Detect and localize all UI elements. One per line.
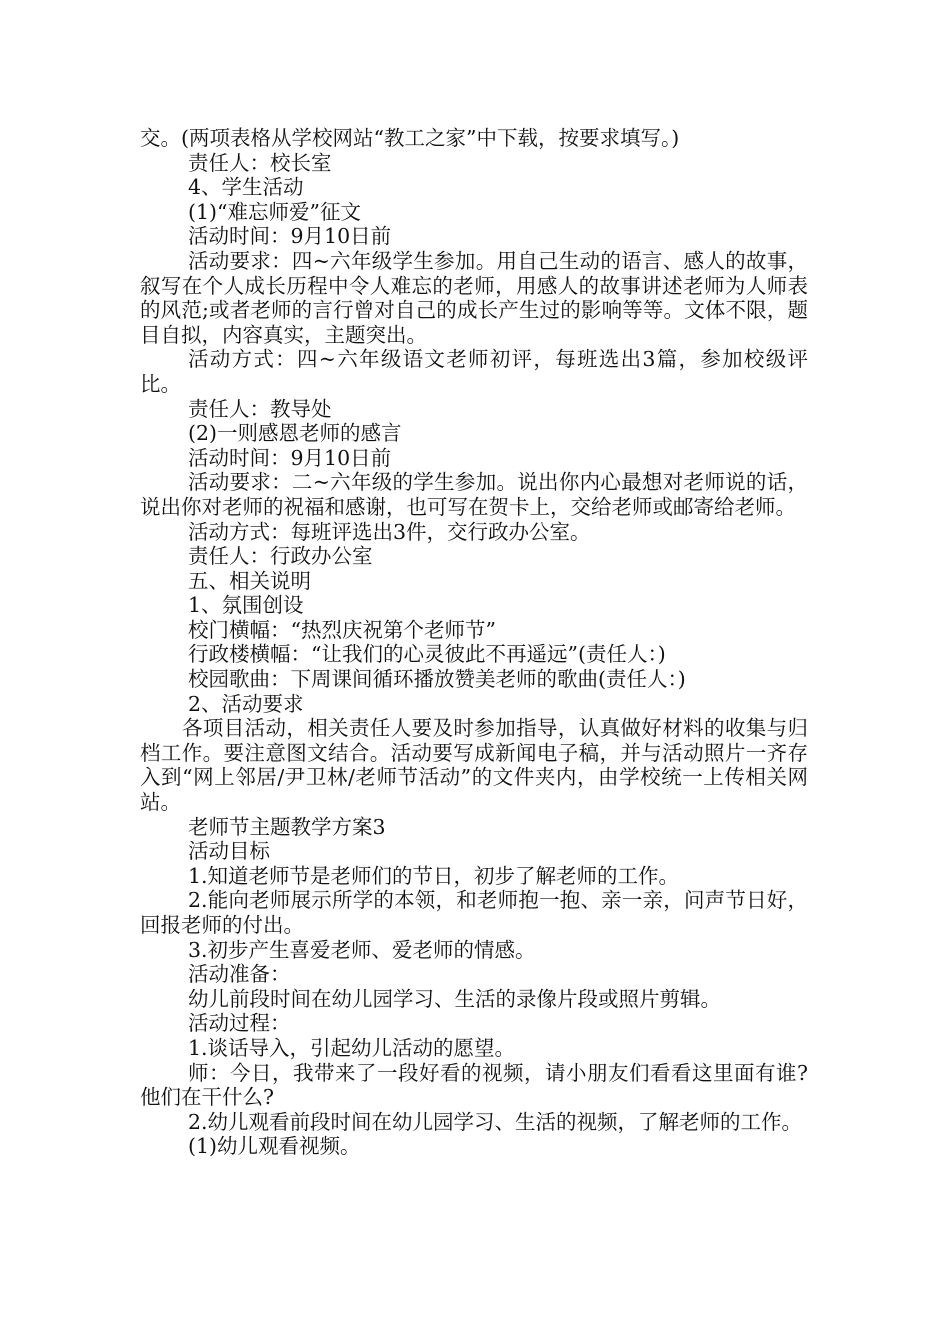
paragraph: 活动时间：9月10日前 <box>188 445 392 470</box>
paragraph: 师：今日，我带来了一段好看的视频，请小朋友们看看这里面有谁?他们在干什么? <box>140 1060 808 1110</box>
list-item: (1)幼儿观看视频。 <box>188 1134 361 1159</box>
section-heading: 活动目标 <box>188 839 270 864</box>
paragraph: 活动要求：二~六年级的学生参加。说出你内心最想对老师说的话，说出你对老师的祝福和感谢，也可写在贺卡上，交给老师或邮寄给老师。 <box>140 470 808 519</box>
section-heading: 活动过程： <box>188 1011 291 1036</box>
paragraph: 责任人：行政办公室 <box>188 544 373 569</box>
paragraph: 交。(两项表格从学校网站“教工之家”中下载，按要求填写。) <box>140 126 680 150</box>
subsection-heading: 2、活动要求 <box>188 691 304 716</box>
paragraph: 各项目活动，相关责任人要及时参加指导，认真做好材料的收集与归档工作。要注意图文结合。活动要写成新闻电子稿，并与活动照片一齐存入到“网上邻居/尹卫林/老师节活动”的文件夹内，由学校统一上传相关网站。 <box>140 716 808 815</box>
section-heading: 活动准备： <box>188 962 291 987</box>
list-item: 1.知道老师节是老师们的节日，初步了解老师的工作。 <box>188 863 680 888</box>
list-item: 2.幼儿观看前段时间在幼儿园学习、生活的视频，了解老师的工作。 <box>188 1109 803 1134</box>
list-item: 1.谈话导入，引起幼儿活动的愿望。 <box>188 1035 516 1060</box>
subsection-heading: 1、氛围创设 <box>188 593 304 618</box>
list-item: 2.能向老师展示所学的本领，和老师抱一抱、亲一亲，问声节日好，回报老师的付出。 <box>140 888 808 937</box>
paragraph: 责任人：校长室 <box>188 150 332 175</box>
paragraph: 责任人：教导处 <box>188 396 332 421</box>
paragraph: 幼儿前段时间在幼儿园学习、生活的录像片段或照片剪辑。 <box>188 986 721 1011</box>
paragraph: 行政楼横幅：“让我们的心灵彼此不再遥远”(责任人：) <box>188 642 666 667</box>
paragraph: 校门横幅：“热烈庆祝第个老师节” <box>188 617 496 642</box>
list-item: 3.初步产生喜爱老师、爱老师的情感。 <box>188 937 536 962</box>
section-heading: 4、学生活动 <box>188 175 304 200</box>
subsection-heading: (2)一则感恩老师的感言 <box>188 421 402 446</box>
document-title: 老师节主题教学方案3 <box>188 814 386 839</box>
section-heading: 五、相关说明 <box>188 568 311 593</box>
document-body <box>140 126 808 1159</box>
paragraph: 校园歌曲：下周课间循环播放赞美老师的歌曲(责任人：) <box>188 667 686 692</box>
subsection-heading: (1)“难忘师爱”征文 <box>188 199 361 224</box>
paragraph: 活动方式：四~六年级语文老师初评，每班选出3篇，参加校级评比。 <box>140 347 808 396</box>
paragraph: 活动方式：每班评选出3件，交行政办公室。 <box>188 519 591 544</box>
paragraph: 活动时间：9月10日前 <box>188 224 392 249</box>
paragraph: 活动要求：四~六年级学生参加。用自己生动的语言、感人的故事，叙写在个人成长历程中令人难忘的老师，用感人的故事讲述老师为人师表的风范;或者老师的言行曾对自己的成长产生过的影响等等。文体不限，题目自拟，内容真实，主题突出。 <box>140 248 808 347</box>
